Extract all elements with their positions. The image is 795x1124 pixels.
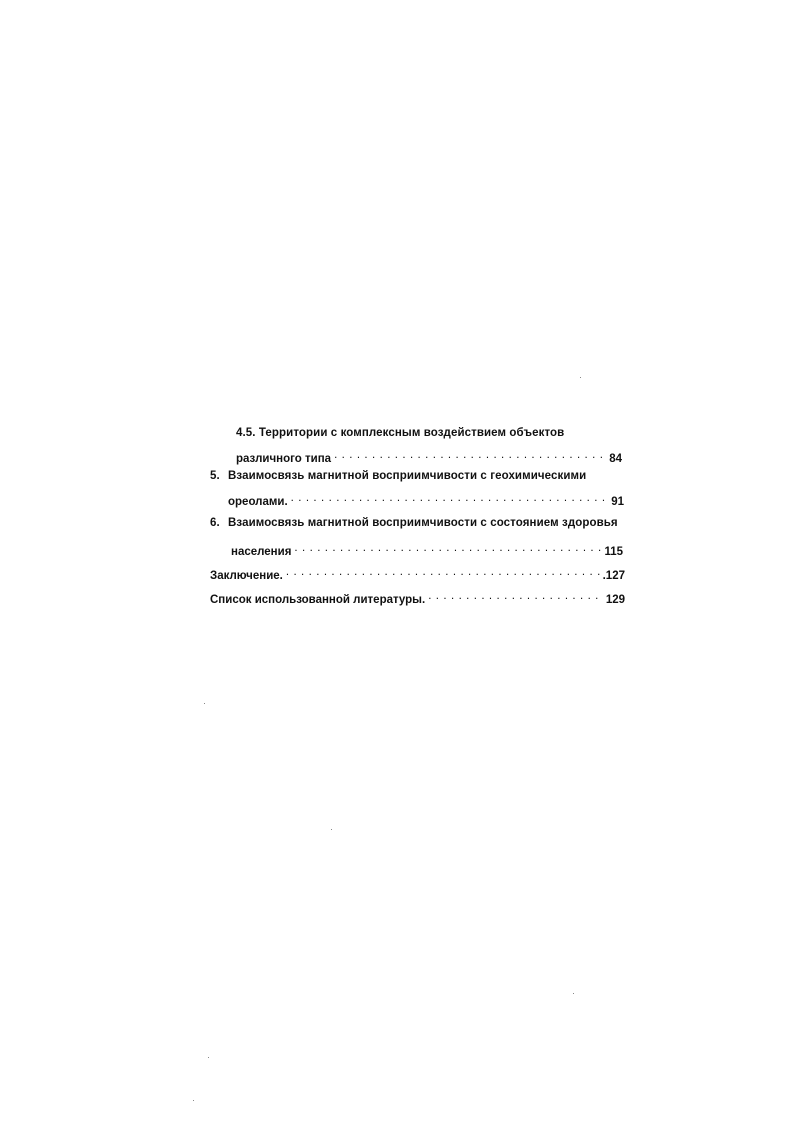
toc-item-6-number: 6. xyxy=(210,517,220,529)
toc-item-6-page: 115 xyxy=(604,546,623,558)
toc-item-6-leader-row xyxy=(231,541,623,559)
toc-item-5-leader-row xyxy=(228,491,624,509)
toc-item-4-5-title-line2: различного типа xyxy=(236,453,332,465)
scan-speck xyxy=(204,703,205,704)
toc-item-5-title-line1: Взаимосвязь магнитной восприимчивости с геохимическими xyxy=(228,470,587,482)
toc-item-5-number: 5. xyxy=(210,470,220,482)
toc-references-row xyxy=(210,589,625,607)
toc-item-4-5-leader-row xyxy=(236,448,622,466)
toc-references-label: Список использованной литературы. xyxy=(210,594,426,606)
toc-conclusion-label: Заключение. xyxy=(210,570,283,582)
toc-conclusion-row xyxy=(210,565,625,583)
toc-item-6-title-line2: населения xyxy=(231,546,292,558)
toc-item-5-page: 91 xyxy=(611,496,624,508)
toc-item-6-title-line1: Взаимосвязь магнитной восприимчивости с состоянием здоровья xyxy=(228,517,618,529)
scan-speck xyxy=(573,993,574,994)
toc-conclusion-page: .127 xyxy=(602,570,625,582)
toc-item-5-title-line2: ореолами. xyxy=(228,496,288,508)
dot-leader xyxy=(428,589,603,603)
scan-speck xyxy=(331,829,332,830)
toc-references-page: 129 xyxy=(605,594,625,606)
scan-speck xyxy=(580,377,581,378)
scan-speck xyxy=(193,1100,194,1101)
dot-leader xyxy=(294,541,601,555)
scan-speck xyxy=(208,1057,209,1058)
dot-leader xyxy=(291,491,609,505)
toc-item-4-5-page: 84 xyxy=(609,453,622,465)
dot-leader xyxy=(334,448,606,462)
dot-leader xyxy=(286,565,600,579)
toc-item-4-5-title-line1: 4.5. Территории с комплексным воздействием объектов xyxy=(236,427,565,439)
